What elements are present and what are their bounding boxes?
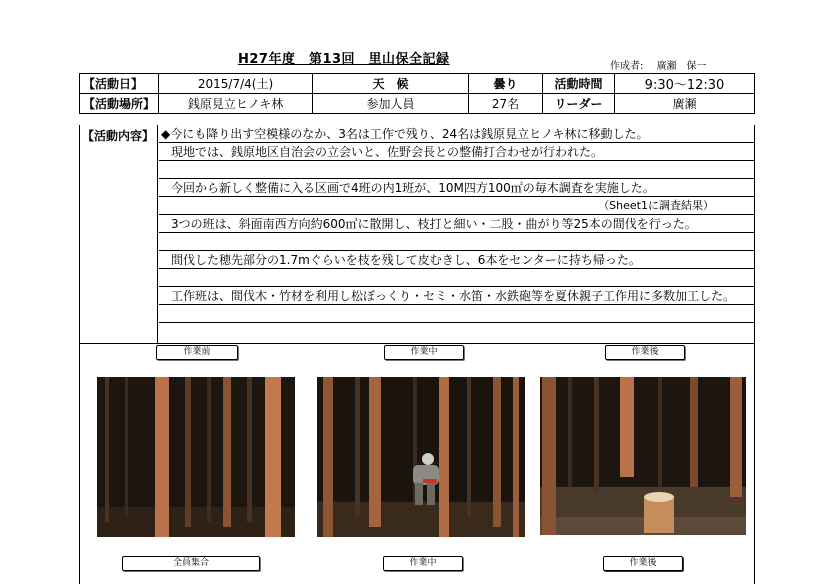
content-line (159, 269, 754, 287)
time-value: 9:30～12:30 (615, 74, 755, 94)
info-table (79, 73, 755, 114)
content-line (159, 161, 754, 179)
author (610, 57, 707, 72)
photo-label-before: 作業前 (156, 345, 238, 360)
forest-image (97, 377, 295, 537)
place-value: 銭原見立ヒノキ林 (159, 94, 313, 114)
author-name: 廣瀬 保一 (656, 61, 707, 72)
record-title: H27年度 第13回 里山保全記録 (238, 52, 450, 67)
date-value: 2015/7/4(土) (159, 74, 313, 94)
date-label: 【活動日】 (80, 74, 159, 94)
leader-label: リーダー (543, 94, 615, 114)
weather-value: 曇り (469, 74, 543, 94)
content-line: ◆今にも降り出す空模様のなか、3名は工作で残り、24名は銭原見立ヒノキ林に移動した。 (159, 125, 754, 143)
info-row-place (80, 94, 755, 114)
photo-label-during: 作業中 (384, 345, 464, 360)
photo-label-during-2: 作業中 (383, 556, 463, 571)
content-line (159, 233, 754, 251)
forest-worker-image (317, 377, 525, 537)
content-line: 現地では、銭原地区自治会の立会いと、佐野会長との整備打合わせが行われた。 (159, 143, 754, 161)
photo-label-after: 作業後 (605, 345, 685, 360)
content-line (159, 305, 754, 323)
photo-label-group: 全員集合 (122, 556, 260, 571)
content-line: 3つの班は、斜面南西方向約600㎡に散開し、枝打と細い・二股・曲がり等25本の間伐を行った。 (159, 215, 754, 233)
forest-stump-image (540, 377, 746, 535)
content-line: 間伐した穂先部分の1.7mぐらいを枝を残して皮むきし、6本をセンターに持ち帰った。 (159, 251, 754, 269)
participants-label: 参加人員 (313, 94, 469, 114)
content-line (159, 323, 754, 341)
content-line: 今回から新しく整備に入る区画で4班の内1班が、10M四方100㎡の毎木調査を実施した。 (159, 179, 754, 197)
participants-value: 27名 (469, 94, 543, 114)
content-line: 工作班は、間伐木・竹材を利用し松ぼっくり・セミ・水笛・水鉄砲等を夏休親子工作用に多数加工した。 (159, 287, 754, 305)
leader-value: 廣瀬 (615, 94, 755, 114)
photo-forest-before (97, 377, 295, 537)
author-label: 作成者: (610, 61, 644, 72)
info-row-date (80, 74, 755, 94)
photo-forest-after (540, 377, 746, 535)
place-label: 【活動場所】 (80, 94, 159, 114)
content-label: 【活動内容】 (80, 125, 158, 343)
time-label: 活動時間 (543, 74, 615, 94)
content-line: （Sheet1に調査結果） (159, 197, 754, 215)
weather-label: 天 候 (313, 74, 469, 94)
activity-content (79, 125, 755, 344)
photo-label-after-2: 作業後 (603, 556, 683, 571)
photo-forest-during (317, 377, 525, 537)
